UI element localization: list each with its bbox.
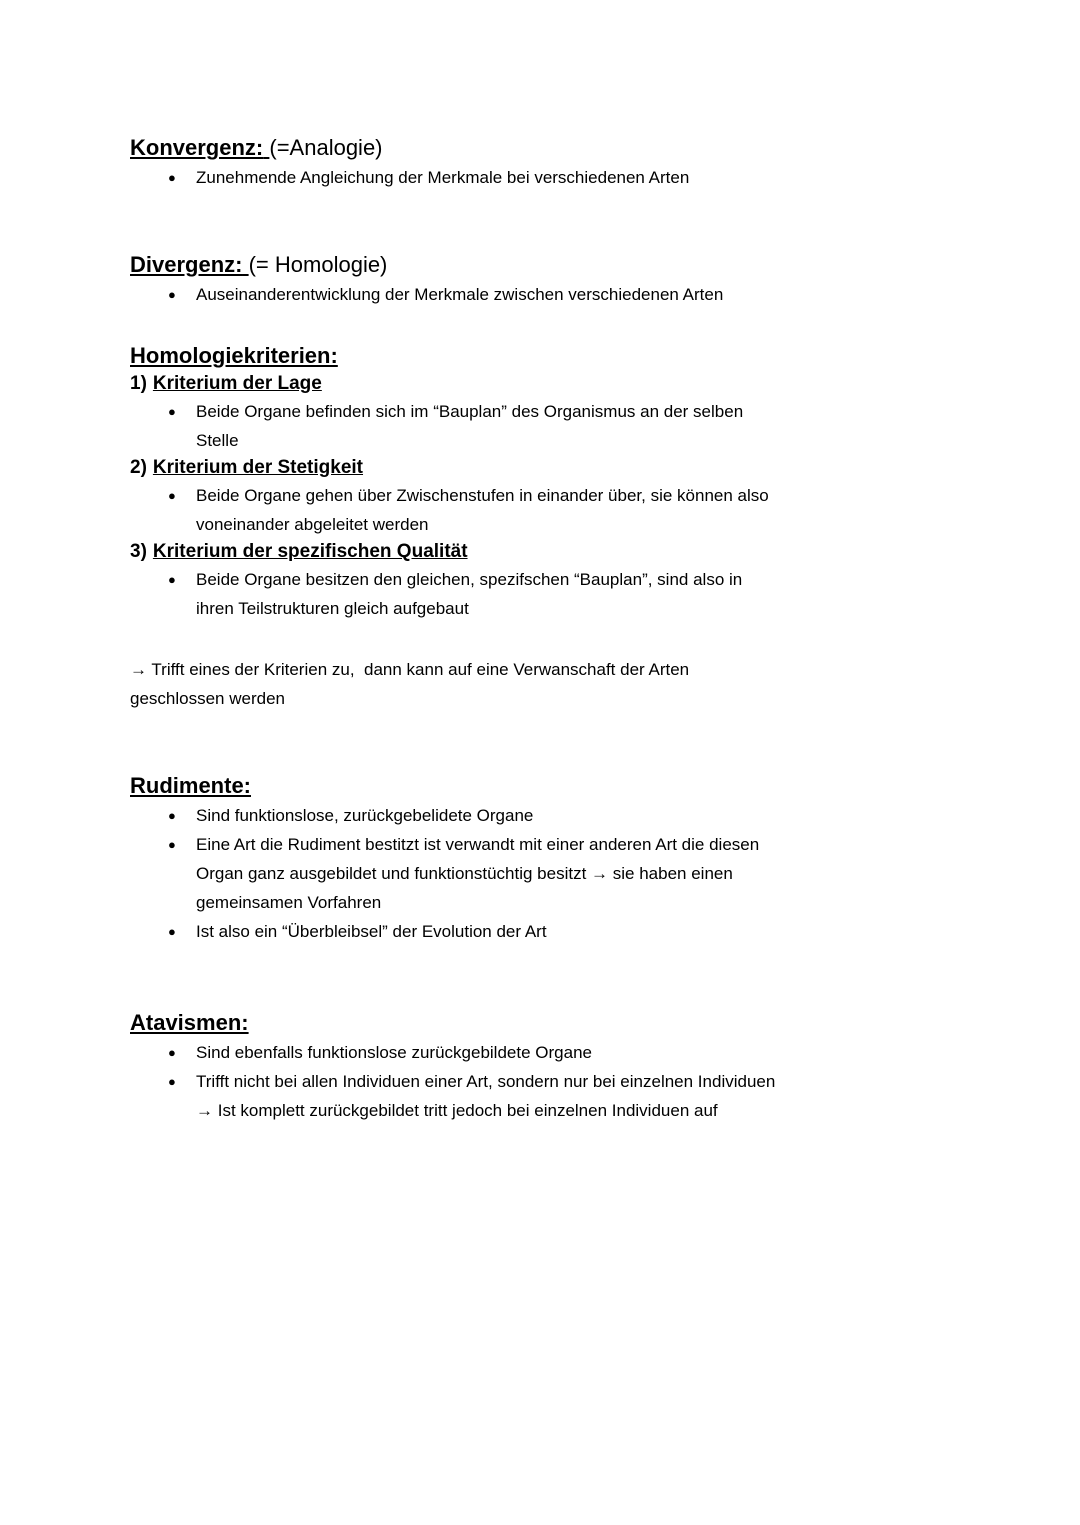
section-atavismen (130, 1008, 950, 1125)
subheading-kriterium-der-lage (130, 371, 950, 397)
bullet-text: ● Auseinanderentwicklung der Merkmale zwischen verschiedenen Arten (196, 285, 724, 304)
heading-title: Atavismen: (130, 1010, 249, 1035)
bullet-list (130, 163, 950, 192)
subheading-kriterium-der-spezifischen-qualitaet (130, 539, 950, 565)
heading-title: Homologiekriterien: (130, 343, 338, 368)
bullet-text-line: Stelle (196, 431, 239, 450)
list-item (130, 565, 950, 623)
bullet-text-line: ● Beide Organe gehen über Zwischenstufen in einander über, sie können also (196, 486, 769, 505)
bullet-list (130, 801, 950, 946)
section-heading-rudimente (130, 771, 950, 801)
subheading-number: 1) (130, 373, 147, 394)
bullet-text-line: gemeinsamen Vorfahren (196, 893, 382, 912)
heading-subtitle: (= Homologie) (248, 252, 388, 277)
conclusion-line: → Trifft eines der Kriterien zu, dann kann auf eine Verwanschaft der Arten (130, 660, 690, 679)
bullet-list (130, 280, 950, 309)
heading-title: Konvergenz: (130, 135, 264, 160)
bullet-text-line: ihren Teilstrukturen gleich aufgebaut (196, 599, 469, 618)
section-heading-homologiekriterien (130, 341, 950, 371)
bullet-text: ● Ist also ein “Überbleibsel” der Evolution der Art (196, 922, 547, 941)
list-item (130, 917, 950, 946)
subheading-number: 2) (130, 457, 147, 478)
section-homologiekriterien (130, 341, 950, 713)
bullet-text-line: ● Beide Organe besitzen den gleichen, spezifschen “Bauplan”, sind also in (196, 570, 743, 589)
subheading-title: Kriterium der spezifischen Qualität (152, 541, 468, 562)
list-item (130, 1067, 950, 1125)
bullet-text: ● Sind ebenfalls funktionslose zurückgebildete Organe (196, 1043, 592, 1062)
bullet-list (130, 565, 950, 623)
list-item (130, 481, 950, 539)
heading-title: Rudimente: (130, 773, 251, 798)
bullet-text-line: → Ist komplett zurückgebildet tritt jedoch bei einzelnen Individuen auf (196, 1101, 718, 1120)
conclusion-line: geschlossen werden (130, 689, 285, 708)
heading-title: Divergenz: (130, 252, 243, 277)
heading-subtitle: (=Analogie) (269, 135, 383, 160)
section-rudimente (130, 771, 950, 946)
subheading-number: 3) (130, 541, 147, 562)
bullet-list (130, 481, 950, 539)
conclusion-paragraph (130, 655, 950, 713)
bullet-list (130, 397, 950, 455)
section-heading-divergenz (130, 250, 950, 280)
list-item (130, 830, 950, 917)
bullet-text-line: voneinander abgeleitet werden (196, 515, 429, 534)
bullet-text-line: ● Beide Organe befinden sich im “Bauplan” des Organismus an der selben (196, 402, 744, 421)
subheading-title: Kriterium der Stetigkeit (152, 457, 364, 478)
section-heading-konvergenz (130, 133, 950, 163)
bullet-text-line: ● Trifft nicht bei allen Individuen einer Art, sondern nur bei einzelnen Individuen (196, 1072, 776, 1091)
subheading-kriterium-der-stetigkeit (130, 455, 950, 481)
bullet-text: ● Sind funktionslose, zurückgebelidete Organe (196, 806, 534, 825)
subheading-title: Kriterium der Lage (152, 373, 322, 394)
section-divergenz (130, 250, 950, 309)
bullet-list (130, 1038, 950, 1125)
list-item (130, 397, 950, 455)
bullet-text: ● Zunehmende Angleichung der Merkmale bei verschiedenen Arten (196, 168, 690, 187)
section-konvergenz (130, 133, 950, 192)
bullet-text-line: Organ ganz ausgebildet und funktionstüchtig besitzt → sie haben einen (196, 864, 733, 883)
list-item (130, 280, 950, 309)
list-item (130, 163, 950, 192)
list-item (130, 1038, 950, 1067)
section-heading-atavismen (130, 1008, 950, 1038)
list-item (130, 801, 950, 830)
bullet-text-line: ● Eine Art die Rudiment bestitzt ist verwandt mit einer anderen Art die diesen (196, 835, 760, 854)
